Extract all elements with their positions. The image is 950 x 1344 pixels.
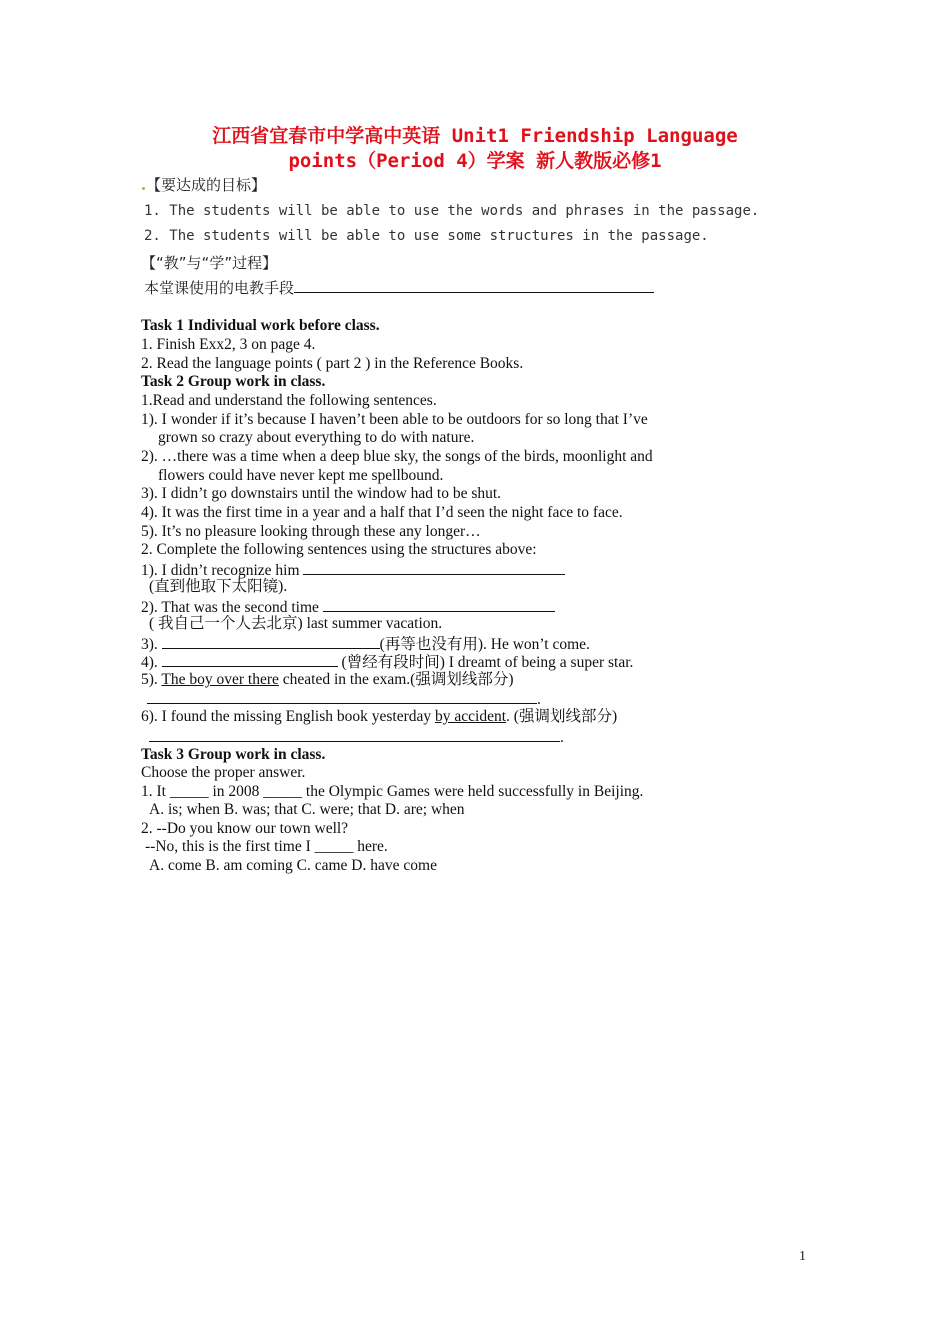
exercise-3 [141, 634, 590, 654]
exercise-6-answer-row [149, 727, 564, 747]
exercise-5-number: 5). [141, 671, 158, 688]
exercise-5-underlined: The boy over there [161, 671, 279, 688]
task2-intro-1: 1.Read and understand the following sentences. [141, 392, 437, 409]
media-answer-line[interactable] [294, 278, 654, 293]
document-title-line1: 江西省宜春市中学高中英语 Unit1 Friendship Language [212, 125, 738, 147]
exercise-1-text: 1). I didn’t recognize him [141, 562, 300, 579]
page-number: 1 [799, 1249, 806, 1264]
exercise-5-text: cheated in the exam.(强调划线部分) [282, 671, 514, 688]
sentence-1: 1). I wonder if it’s because I haven’t been able to be outdoors for so long that I’ve [141, 411, 648, 428]
exercise-4-blank[interactable] [162, 652, 338, 667]
exercise-1-blank[interactable] [303, 560, 565, 575]
sentence-3: 3). I didn’t go downstairs until the window had to be shut. [141, 485, 502, 502]
exercise-6 [141, 708, 617, 726]
sentence-4: 4). It was the first time in a year and a half that I’d seen the night face to face. [141, 504, 623, 521]
sentence-1-cont: grown so crazy about everything to do with nature. [158, 429, 475, 446]
exercise-5-blank[interactable] [147, 689, 537, 704]
exercise-4-number: 4). [141, 654, 158, 671]
exercise-3-number: 3). [141, 636, 158, 653]
question-2-options: A. come B. am coming C. came D. have come [149, 857, 437, 874]
question-1-options: A. is; when B. was; that C. were; that D. are; when [149, 801, 465, 818]
document-title-line2: points（Period 4）学案 新人教版必修1 [288, 150, 662, 172]
task1-heading: Task 1 Individual work before class. [141, 317, 380, 334]
task3-intro: Choose the proper answer. [141, 764, 306, 781]
task1-item-2: 2. Read the language points ( part 2 ) in the Reference Books. [141, 355, 524, 372]
objectives-heading-row [141, 174, 266, 195]
exercise-6-hint: . (强调划线部分) [506, 708, 618, 725]
exercise-3-blank[interactable] [162, 634, 380, 649]
exercise-5 [141, 671, 514, 689]
sentence-5: 5). It’s no pleasure looking through these any longer… [141, 523, 481, 540]
sentence-2: 2). …there was a time when a deep blue sky, the songs of the birds, moonlight and [141, 448, 653, 465]
exercise-6-blank[interactable] [149, 727, 560, 742]
exercise-1 [141, 560, 565, 580]
exercise-6-period: . [560, 729, 564, 746]
exercise-4 [141, 652, 633, 672]
exercise-6-text: 6). I found the missing English book yesterday [141, 708, 432, 725]
question-1: 1. It _____ in 2008 _____ the Olympic Games were held successfully in Beijing. [141, 783, 644, 800]
exercise-4-text: (曾经有段时间) I dreamt of being a super star. [341, 654, 634, 671]
media-row [144, 277, 654, 298]
marker-dot-icon [142, 187, 145, 190]
exercise-2-blank[interactable] [323, 597, 555, 612]
exercise-5-period: . [537, 691, 541, 708]
exercise-2-text: 2). That was the second time [141, 599, 319, 616]
exercise-2-hint: ( 我自己一个人去北京) last summer vacation. [149, 615, 443, 632]
exercise-3-text: (再等也没有用). He won’t come. [379, 636, 590, 653]
exercise-2 [141, 597, 555, 617]
task2-heading: Task 2 Group work in class. [141, 373, 326, 390]
task2-intro-2: 2. Complete the following sentences using the structures above: [141, 541, 537, 558]
task3-heading: Task 3 Group work in class. [141, 746, 326, 763]
objective-1: 1. The students will be able to use the words and phrases in the passage. [144, 203, 760, 219]
exercise-6-underlined: by accident [435, 708, 507, 725]
exercise-1-hint: (直到他取下太阳镜). [149, 578, 288, 595]
sentence-2-cont: flowers could have never kept me spellbound. [158, 467, 444, 484]
exercise-5-answer-row [147, 689, 541, 709]
question-2-reply: --No, this is the first time I _____ here. [145, 838, 388, 855]
objectives-heading: 【要达成的目标】 [146, 176, 267, 194]
process-heading: 【“教”与“学”过程】 [141, 254, 278, 272]
task1-item-1: 1. Finish Exx2, 3 on page 4. [141, 336, 316, 353]
question-2: 2. --Do you know our town well? [141, 820, 349, 837]
objective-2: 2. The students will be able to use some structures in the passage. [144, 228, 709, 244]
media-label: 本堂课使用的电教手段 [144, 279, 295, 297]
